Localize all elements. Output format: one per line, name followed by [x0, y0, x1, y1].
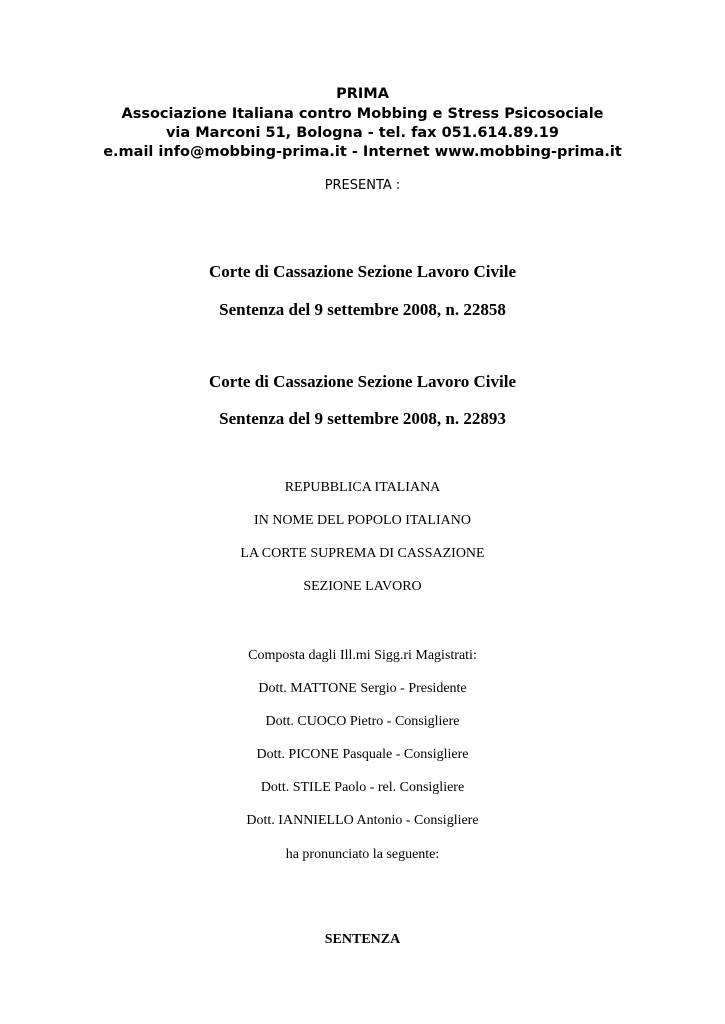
- composition-closing: ha pronunciato la seguente:: [285, 847, 440, 862]
- ruling-1-sentence: Sentenza del 9 settembre 2008, n. 22858: [219, 300, 506, 319]
- verdict-heading: SENTENZA: [324, 932, 401, 947]
- judge-entry: Dott. STILE Paolo - rel. Consigliere: [260, 780, 465, 795]
- judge-entry: Dott. CUOCO Pietro - Consigliere: [265, 714, 460, 729]
- ruling-2-sentence: Sentenza del 9 settembre 2008, n. 22893: [219, 409, 506, 428]
- org-address: via Marconi 51, Bologna - tel. fax 051.614.89.19: [165, 125, 559, 141]
- org-full-name: Associazione Italiana contro Mobbing e Stress Psicosociale: [121, 106, 604, 122]
- ruling-1-court: Corte di Cassazione Sezione Lavoro Civile: [208, 262, 517, 281]
- composition-intro: Composta dagli Ill.mi Sigg.ri Magistrati:: [248, 648, 477, 663]
- org-contacts: e.mail info@mobbing-prima.it - Internet www.mobbing-prima.it: [103, 144, 622, 160]
- judge-entry: Dott. IANNIELLO Antonio - Consigliere: [246, 813, 479, 828]
- judge-entry: Dott. PICONE Pasquale - Consigliere: [256, 747, 469, 762]
- org-short-name: PRIMA: [336, 86, 389, 102]
- presents-label: PRESENTA :: [324, 178, 401, 193]
- in-name-heading: IN NOME DEL POPOLO ITALIANO: [254, 513, 471, 528]
- republic-heading: REPUBBLICA ITALIANA: [284, 480, 441, 495]
- ruling-2-court: Corte di Cassazione Sezione Lavoro Civile: [208, 372, 517, 391]
- section-heading: SEZIONE LAVORO: [303, 579, 422, 594]
- court-heading: LA CORTE SUPREMA DI CASSAZIONE: [240, 546, 485, 561]
- judge-entry: Dott. MATTONE Sergio - Presidente: [258, 681, 467, 696]
